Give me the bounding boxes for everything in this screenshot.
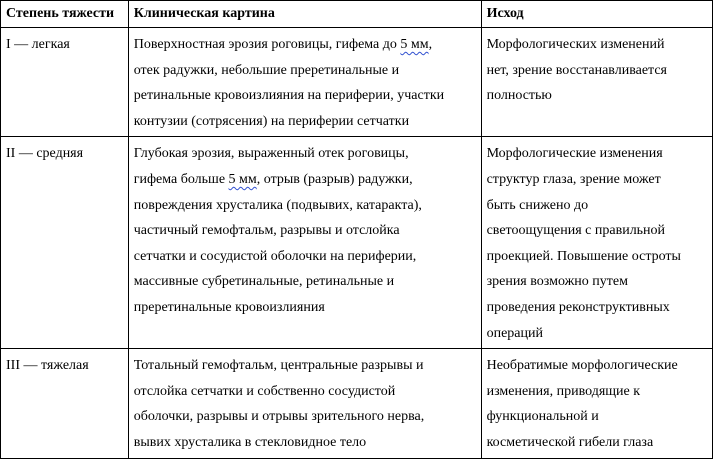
- clinical-cell: [128, 349, 481, 458]
- degree-cell: II — средняя: [1, 137, 129, 349]
- degree-cell: III — тяжелая: [1, 349, 129, 458]
- table-row: [1, 137, 713, 349]
- clinical-cell: [128, 28, 481, 137]
- table-row: [1, 349, 713, 458]
- clinical-text: Поверхностная эрозия роговицы, гифема до: [133, 37, 401, 52]
- degree-cell: I — легкая: [1, 28, 129, 137]
- header-outcome: Исход: [481, 1, 712, 28]
- outcome-cell: Морфологических изменений нет, зрение восстанавливается полностью: [481, 28, 712, 137]
- header-degree: Степень тяжести: [1, 1, 129, 28]
- clinical-text: Тотальный гемофтальм, центральные разрывы и отслойка сетчатки и собственно сосудистой оболочки, разрывы и отрывы зрительного нерва, вывих хрусталика в стекловидное тело: [133, 358, 425, 450]
- clinical-text: Глубокая эрозия, выраженный отек роговицы, гифема больше: [133, 146, 409, 187]
- clinical-cell: [128, 137, 481, 349]
- table-row: [1, 28, 713, 137]
- spellcheck-underlined-text: 5 мм: [228, 171, 257, 187]
- outcome-cell: Морфологические изменения структур глаза, зрение может быть снижено до светоощущения с правильной проекцией. Повышение остроты зрения возможно путем проведения реконструктивных операций: [481, 137, 712, 349]
- clinical-text: , отек радужки, небольшие преретинальные и ретинальные кровоизлияния на периферии, участки контузии (сотрясения) на периферии сетчатки: [133, 37, 445, 129]
- clinical-text: , отрыв (разрыв) радужки, повреждения хрусталика (подвывих, катаракта), частичный гемофтальм, разрывы и отслойка сетчатки и сосудистой оболочки на периферии, массивные субретинальные, ретинальные и преретинальные кровоизлияния: [133, 171, 422, 315]
- spellcheck-underlined-text: 5 мм: [400, 37, 429, 52]
- outcome-cell: Необратимые морфологические изменения, приводящие к функциональной и косметической гибели глаза: [481, 349, 712, 458]
- header-row: [1, 1, 713, 28]
- header-clinical-picture: Клиническая картина: [128, 1, 481, 28]
